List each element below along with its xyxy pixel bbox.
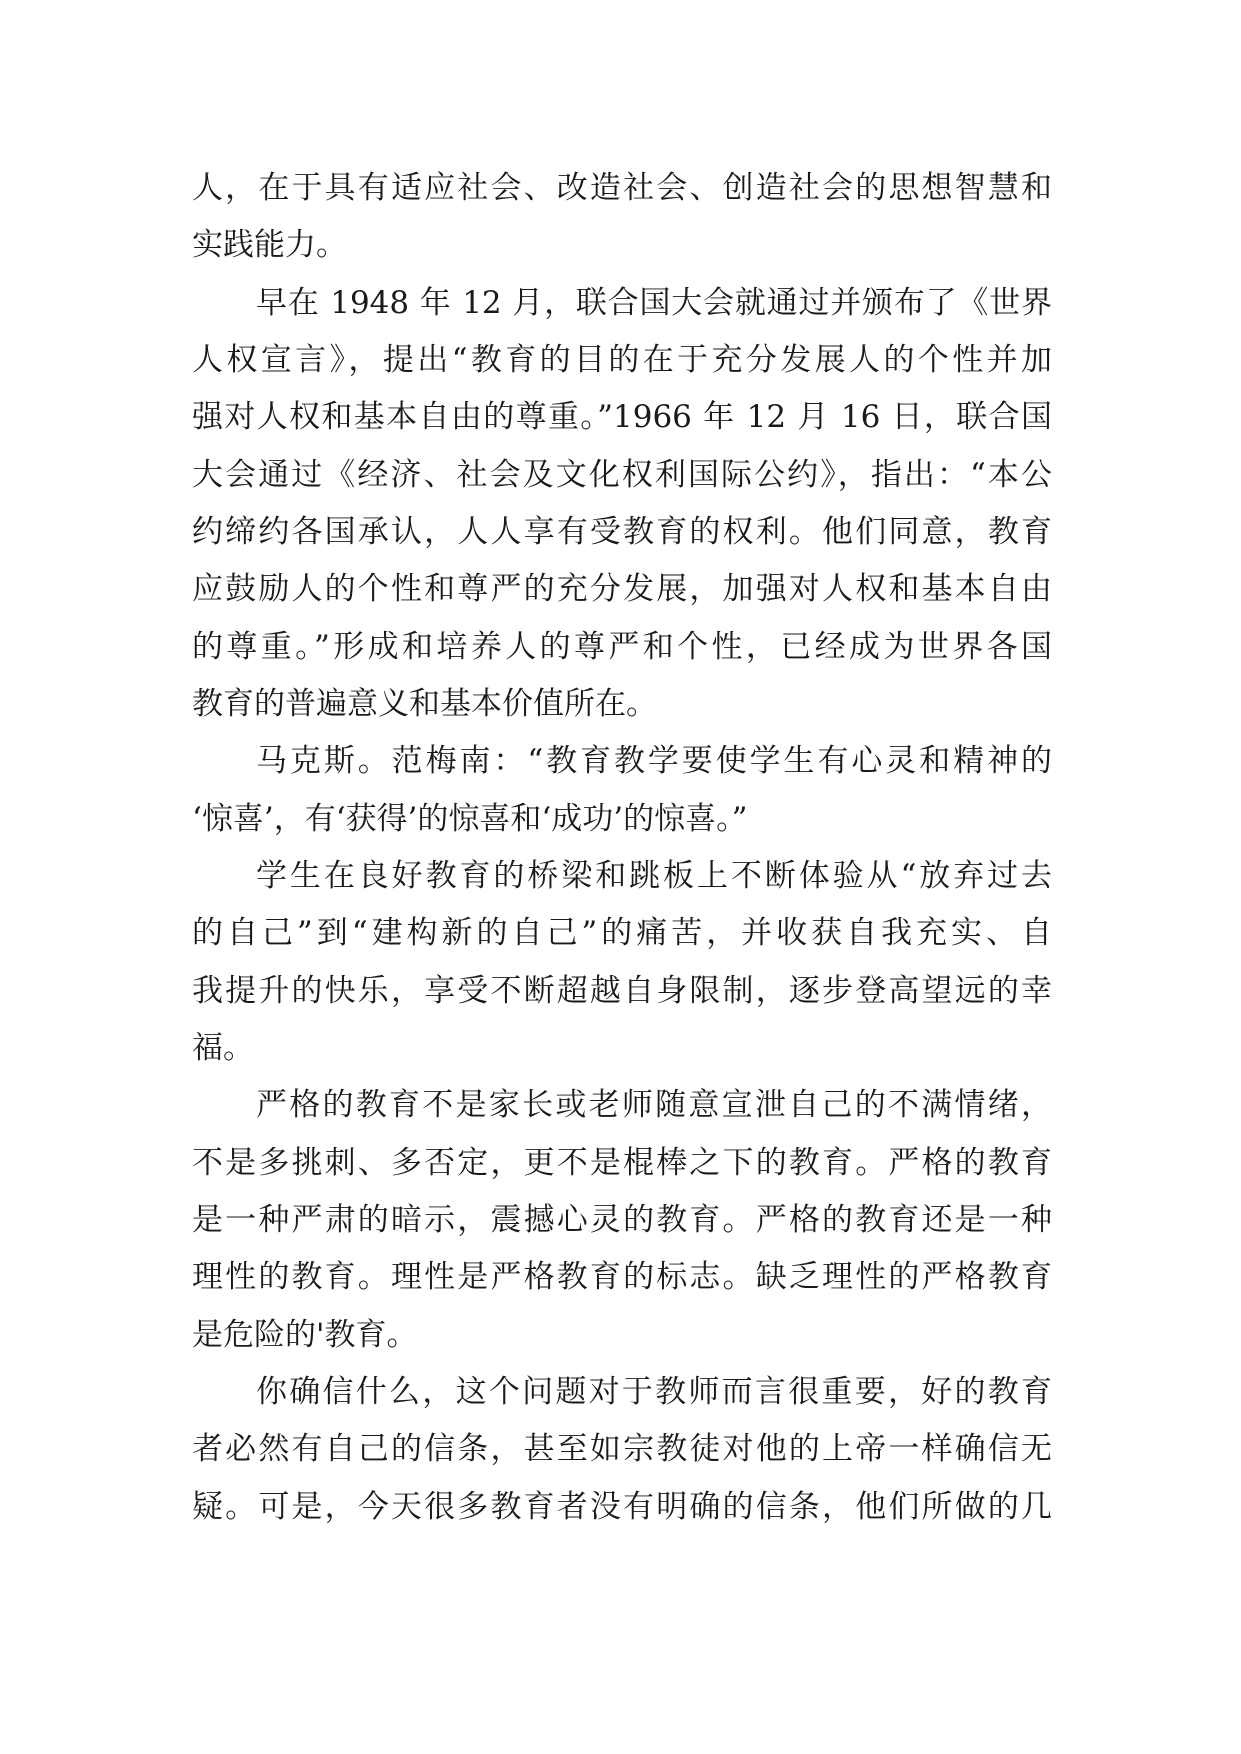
text-line: 强对人权和基本自由的尊重。”1966 年 12 月 16 日，联合国 — [192, 399, 1052, 435]
text-line: 者必然有自己的信条，甚至如宗教徒对他的上帝一样确信无 — [192, 1431, 1052, 1467]
text-line: 学生在良好教育的桥梁和跳板上不断体验从“放弃过去 — [256, 858, 1052, 894]
text-line: 理性的教育。理性是严格教育的标志。缺乏理性的严格教育 — [192, 1259, 1052, 1295]
text-line: 人，在于具有适应社会、改造社会、创造社会的思想智慧和 — [192, 170, 1052, 206]
text-line: 是一种严肃的暗示，震撼心灵的教育。严格的教育还是一种 — [192, 1202, 1052, 1238]
text-line: 疑。可是，今天很多教育者没有明确的信条，他们所做的几 — [192, 1489, 1052, 1525]
text-line: 我提升的快乐，享受不断超越自身限制，逐步登高望远的幸 — [192, 973, 1052, 1009]
text-line: 人权宣言》，提出“教育的目的在于充分发展人的个性并加 — [192, 342, 1052, 378]
text-line: 的尊重。”形成和培养人的尊严和个性，已经成为世界各国 — [192, 629, 1052, 665]
text-line: 是危险的'教育。 — [192, 1317, 418, 1353]
text-line: 马克斯。范梅南：“教育教学要使学生有心灵和精神的 — [256, 743, 1052, 779]
text-line: 早在 1948 年 12 月，联合国大会就通过并颁布了《世界 — [256, 285, 1052, 321]
text-line: 教育的普遍意义和基本价值所在。 — [192, 686, 657, 722]
text-line: 实践能力。 — [192, 227, 347, 263]
text-line: 的自己”到“建构新的自己”的痛苦，并收获自我充实、自 — [192, 915, 1052, 951]
text-line: 福。 — [192, 1030, 254, 1066]
text-line: 应鼓励人的个性和尊严的充分发展，加强对人权和基本自由 — [192, 571, 1052, 607]
text-line: 约缔约各国承认，人人享有受教育的权利。他们同意，教育 — [192, 514, 1052, 550]
text-line: ‘惊喜’，有‘获得’的惊喜和‘成功’的惊喜。” — [192, 801, 748, 837]
text-line: 你确信什么，这个问题对于教师而言很重要，好的教育 — [256, 1374, 1052, 1410]
text-line: 不是多挑刺、多否定，更不是棍棒之下的教育。严格的教育 — [192, 1145, 1052, 1181]
text-line: 严格的教育不是家长或老师随意宣泄自己的不满情绪， — [256, 1087, 1052, 1123]
text-line: 大会通过《经济、社会及文化权利国际公约》，指出：“本公 — [192, 457, 1052, 493]
